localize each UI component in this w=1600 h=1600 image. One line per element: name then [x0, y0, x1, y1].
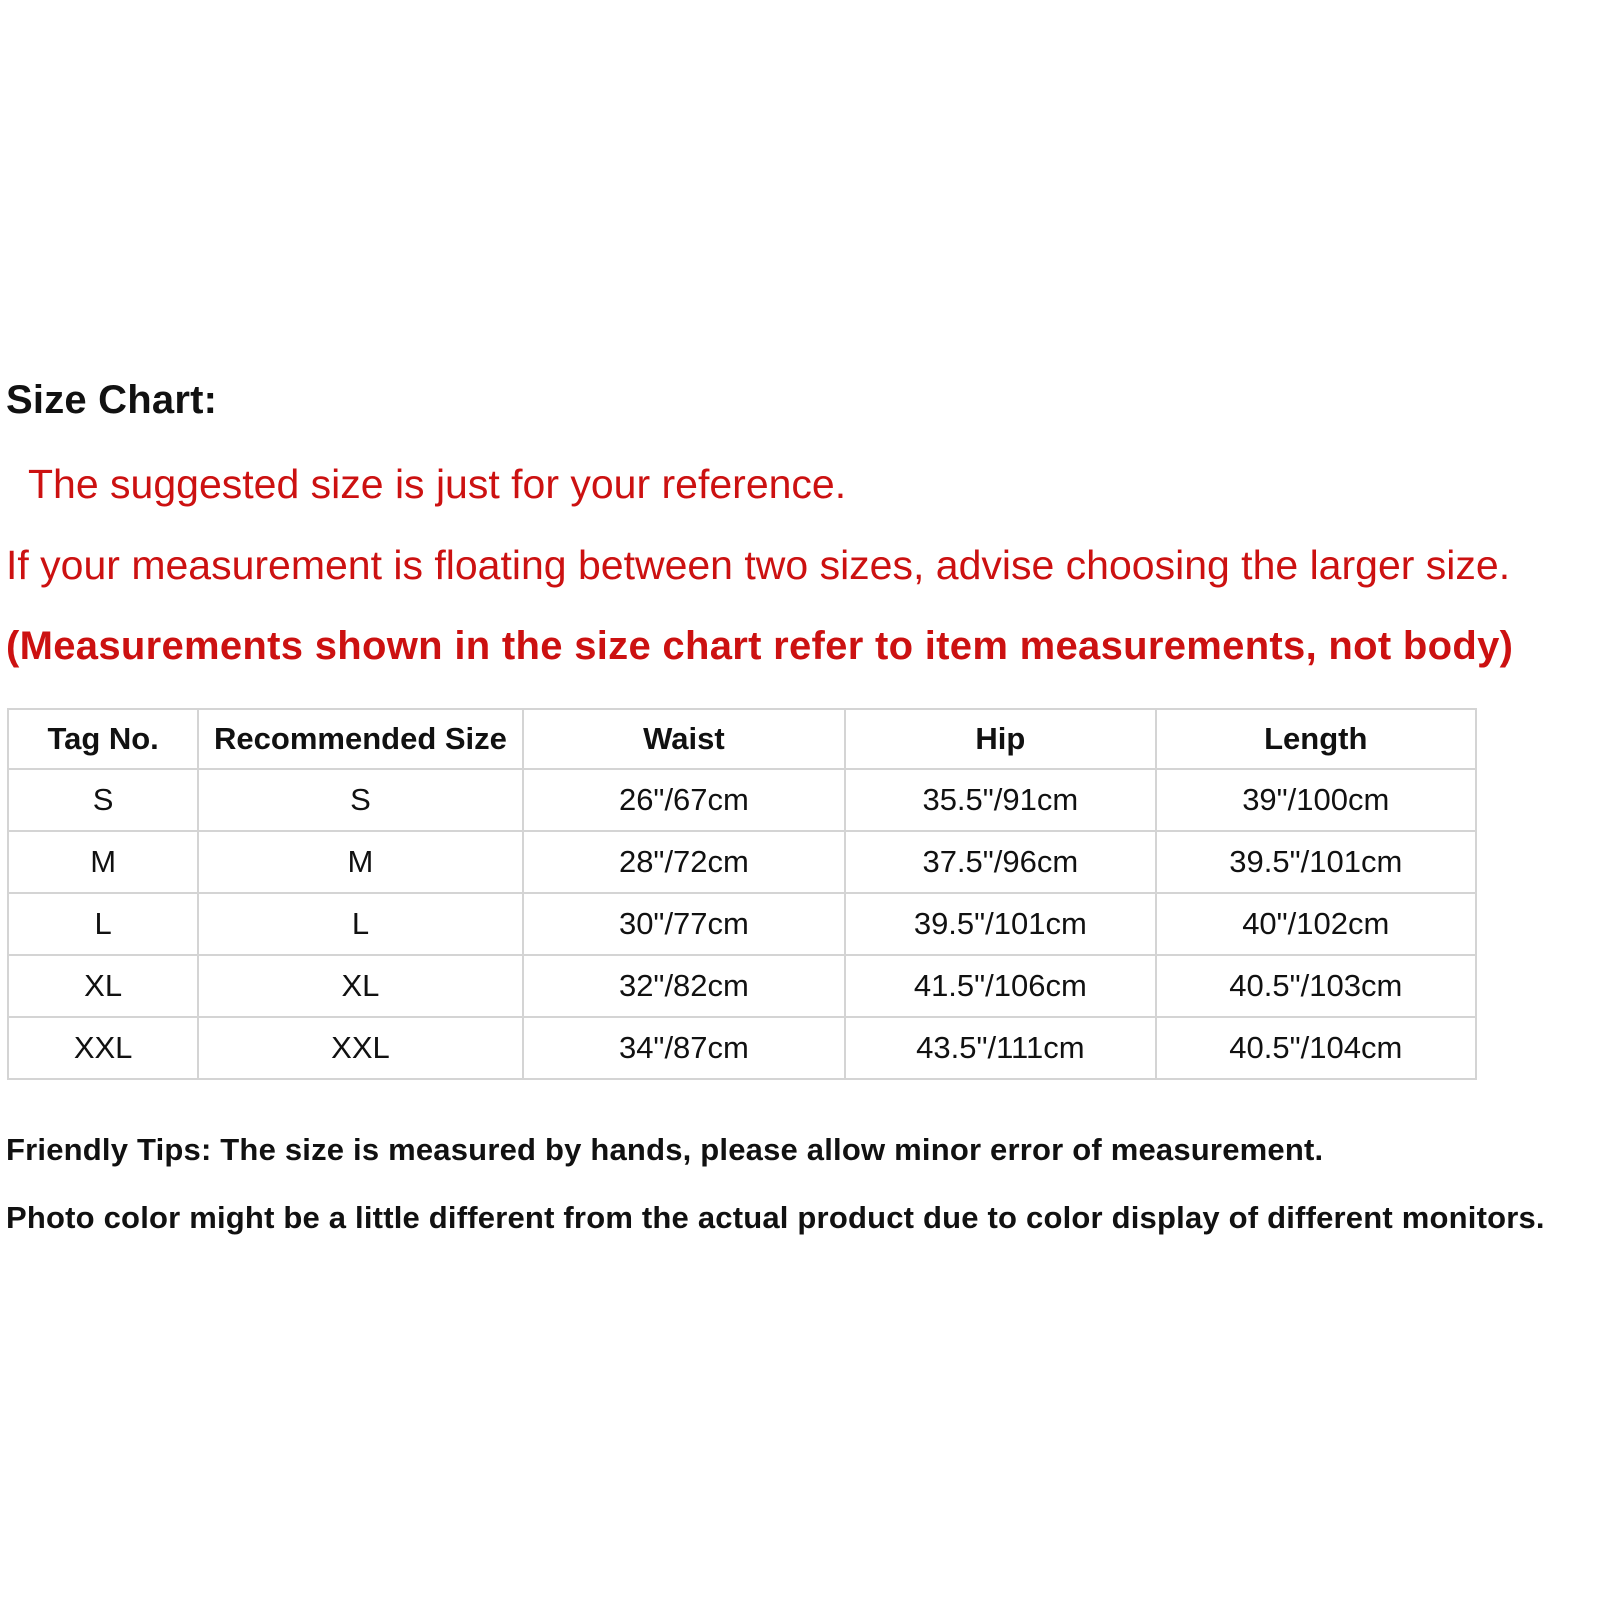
cell-tag-no: XXL [8, 1017, 198, 1079]
cell-waist: 30"/77cm [523, 893, 845, 955]
cell-length: 40.5"/103cm [1156, 955, 1476, 1017]
cell-recommended-size: M [198, 831, 522, 893]
cell-tag-no: L [8, 893, 198, 955]
table-row [8, 893, 1476, 955]
cell-length: 40"/102cm [1156, 893, 1476, 955]
cell-recommended-size: L [198, 893, 522, 955]
header-length: Length [1156, 709, 1476, 769]
table-row [8, 769, 1476, 831]
size-chart-heading: Size Chart: [6, 378, 218, 422]
header-tag-no: Tag No. [8, 709, 198, 769]
cell-hip: 43.5"/111cm [845, 1017, 1155, 1079]
size-chart-table [7, 708, 1477, 1080]
cell-length: 40.5"/104cm [1156, 1017, 1476, 1079]
measurement-disclaimer: (Measurements shown in the size chart refer to item measurements, not body) [6, 624, 1514, 668]
cell-tag-no: M [8, 831, 198, 893]
cell-waist: 32"/82cm [523, 955, 845, 1017]
reference-note: The suggested size is just for your reference. [28, 461, 847, 507]
table-header-row [8, 709, 1476, 769]
sizing-advice-note: If your measurement is floating between two sizes, advise choosing the larger size. [6, 542, 1511, 588]
table-row [8, 831, 1476, 893]
photo-color-note: Photo color might be a little different from the actual product due to color display of different monitors. [6, 1200, 1545, 1235]
cell-waist: 28"/72cm [523, 831, 845, 893]
cell-recommended-size: XXL [198, 1017, 522, 1079]
header-recommended-size: Recommended Size [198, 709, 522, 769]
cell-hip: 35.5"/91cm [845, 769, 1155, 831]
cell-length: 39"/100cm [1156, 769, 1476, 831]
cell-hip: 41.5"/106cm [845, 955, 1155, 1017]
cell-waist: 26"/67cm [523, 769, 845, 831]
cell-hip: 37.5"/96cm [845, 831, 1155, 893]
cell-recommended-size: XL [198, 955, 522, 1017]
cell-hip: 39.5"/101cm [845, 893, 1155, 955]
friendly-tips: Friendly Tips: The size is measured by hands, please allow minor error of measurement. [6, 1132, 1324, 1167]
table-row [8, 955, 1476, 1017]
cell-waist: 34"/87cm [523, 1017, 845, 1079]
cell-tag-no: S [8, 769, 198, 831]
cell-recommended-size: S [198, 769, 522, 831]
header-hip: Hip [845, 709, 1155, 769]
header-waist: Waist [523, 709, 845, 769]
cell-tag-no: XL [8, 955, 198, 1017]
table-row [8, 1017, 1476, 1079]
cell-length: 39.5"/101cm [1156, 831, 1476, 893]
